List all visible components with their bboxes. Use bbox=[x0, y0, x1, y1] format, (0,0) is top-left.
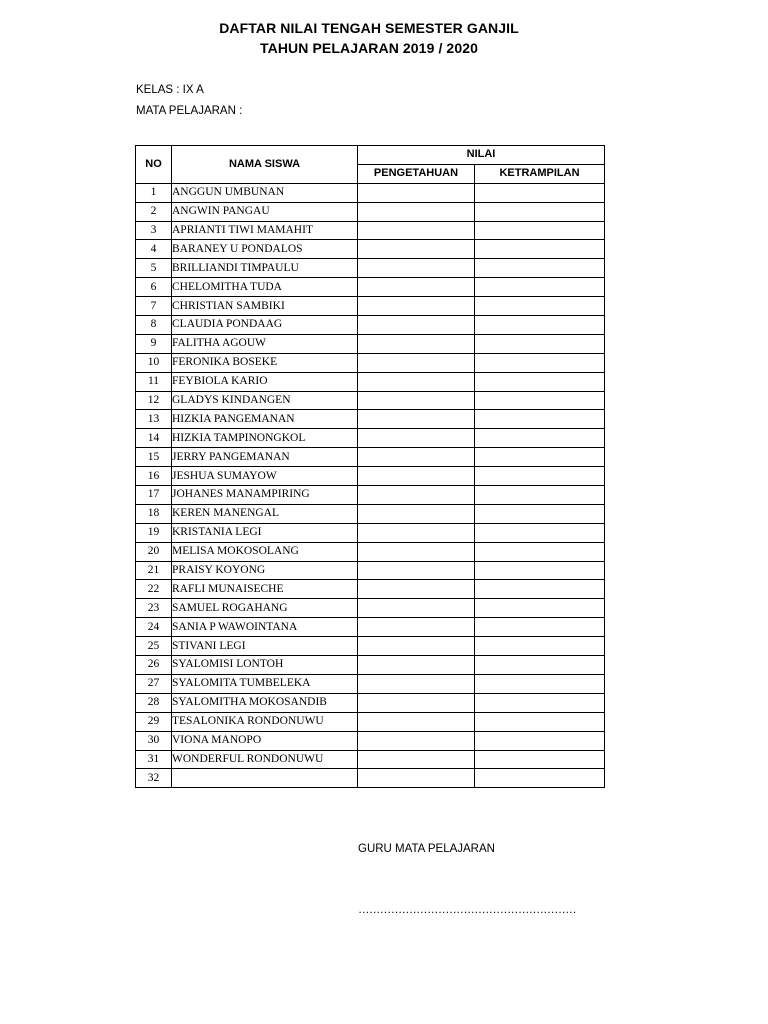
row-number: 7 bbox=[136, 297, 172, 316]
row-number: 13 bbox=[136, 410, 172, 429]
table-row bbox=[136, 221, 605, 240]
ketrampilan-cell[interactable] bbox=[475, 448, 605, 467]
student-name: KEREN MANENGAL bbox=[172, 504, 358, 523]
student-name: JERRY PANGEMANAN bbox=[172, 448, 358, 467]
subject-label: MATA PELAJARAN : bbox=[136, 105, 243, 117]
pengetahuan-cell[interactable] bbox=[358, 259, 475, 278]
table-row bbox=[136, 731, 605, 750]
ketrampilan-cell[interactable] bbox=[475, 183, 605, 202]
pengetahuan-cell[interactable] bbox=[358, 448, 475, 467]
pengetahuan-cell[interactable] bbox=[358, 674, 475, 693]
ketrampilan-cell[interactable] bbox=[475, 656, 605, 675]
row-number: 27 bbox=[136, 674, 172, 693]
header-nilai: NILAI bbox=[358, 146, 605, 165]
row-number: 10 bbox=[136, 353, 172, 372]
table-row bbox=[136, 750, 605, 769]
row-number: 19 bbox=[136, 523, 172, 542]
student-name: WONDERFUL RONDONUWU bbox=[172, 750, 358, 769]
row-number: 2 bbox=[136, 202, 172, 221]
ketrampilan-cell[interactable] bbox=[475, 353, 605, 372]
grades-table bbox=[135, 145, 605, 788]
row-number: 5 bbox=[136, 259, 172, 278]
header-row bbox=[136, 146, 605, 165]
ketrampilan-cell[interactable] bbox=[475, 316, 605, 335]
ketrampilan-cell[interactable] bbox=[475, 391, 605, 410]
row-number: 24 bbox=[136, 618, 172, 637]
pengetahuan-cell[interactable] bbox=[358, 221, 475, 240]
student-name: MELISA MOKOSOLANG bbox=[172, 542, 358, 561]
pengetahuan-cell[interactable] bbox=[358, 618, 475, 637]
row-number: 20 bbox=[136, 542, 172, 561]
table-row bbox=[136, 523, 605, 542]
pengetahuan-cell[interactable] bbox=[358, 410, 475, 429]
student-name: SYALOMITHA MOKOSANDIB bbox=[172, 693, 358, 712]
student-name: GLADYS KINDANGEN bbox=[172, 391, 358, 410]
row-number: 29 bbox=[136, 712, 172, 731]
ketrampilan-cell[interactable] bbox=[475, 750, 605, 769]
row-number: 28 bbox=[136, 693, 172, 712]
ketrampilan-cell[interactable] bbox=[475, 221, 605, 240]
student-name: CHRISTIAN SAMBIKI bbox=[172, 297, 358, 316]
table-row bbox=[136, 637, 605, 656]
ketrampilan-cell[interactable] bbox=[475, 712, 605, 731]
ketrampilan-cell[interactable] bbox=[475, 504, 605, 523]
row-number: 14 bbox=[136, 429, 172, 448]
pengetahuan-cell[interactable] bbox=[358, 637, 475, 656]
pengetahuan-cell[interactable] bbox=[358, 429, 475, 448]
pengetahuan-cell[interactable] bbox=[358, 391, 475, 410]
table-row bbox=[136, 353, 605, 372]
row-number: 6 bbox=[136, 278, 172, 297]
student-name: ANGWIN PANGAU bbox=[172, 202, 358, 221]
table-row bbox=[136, 202, 605, 221]
pengetahuan-cell[interactable] bbox=[358, 656, 475, 675]
student-name: JESHUA SUMAYOW bbox=[172, 467, 358, 486]
row-number: 4 bbox=[136, 240, 172, 259]
ketrampilan-cell[interactable] bbox=[475, 278, 605, 297]
pengetahuan-cell[interactable] bbox=[358, 278, 475, 297]
row-number: 31 bbox=[136, 750, 172, 769]
pengetahuan-cell[interactable] bbox=[358, 316, 475, 335]
pengetahuan-cell[interactable] bbox=[358, 580, 475, 599]
table-row bbox=[136, 410, 605, 429]
student-name: FERONIKA BOSEKE bbox=[172, 353, 358, 372]
ketrampilan-cell[interactable] bbox=[475, 542, 605, 561]
student-name: HIZKIA PANGEMANAN bbox=[172, 410, 358, 429]
student-name: SAMUEL ROGAHANG bbox=[172, 599, 358, 618]
table-row bbox=[136, 693, 605, 712]
student-name: VIONA MANOPO bbox=[172, 731, 358, 750]
table-row bbox=[136, 391, 605, 410]
row-number: 18 bbox=[136, 504, 172, 523]
ketrampilan-cell[interactable] bbox=[475, 618, 605, 637]
table-row bbox=[136, 297, 605, 316]
pengetahuan-cell[interactable] bbox=[358, 561, 475, 580]
row-number: 21 bbox=[136, 561, 172, 580]
table-row bbox=[136, 429, 605, 448]
ketrampilan-cell[interactable] bbox=[475, 240, 605, 259]
row-number: 8 bbox=[136, 316, 172, 335]
pengetahuan-cell[interactable] bbox=[358, 372, 475, 391]
table-row bbox=[136, 334, 605, 353]
student-name: SYALOMISI LONTOH bbox=[172, 656, 358, 675]
table-row bbox=[136, 769, 605, 788]
table-row bbox=[136, 183, 605, 202]
header-no: NO bbox=[136, 146, 172, 184]
student-name: BRILLIANDI TIMPAULU bbox=[172, 259, 358, 278]
table-row bbox=[136, 674, 605, 693]
pengetahuan-cell[interactable] bbox=[358, 750, 475, 769]
ketrampilan-cell[interactable] bbox=[475, 561, 605, 580]
student-name: CHELOMITHA TUDA bbox=[172, 278, 358, 297]
table-row bbox=[136, 542, 605, 561]
pengetahuan-cell[interactable] bbox=[358, 523, 475, 542]
signature-title: GURU MATA PELAJARAN bbox=[358, 843, 495, 855]
row-number: 3 bbox=[136, 221, 172, 240]
student-name: STIVANI LEGI bbox=[172, 637, 358, 656]
row-number: 25 bbox=[136, 637, 172, 656]
table-row bbox=[136, 278, 605, 297]
ketrampilan-cell[interactable] bbox=[475, 259, 605, 278]
ketrampilan-cell[interactable] bbox=[475, 731, 605, 750]
row-number: 23 bbox=[136, 599, 172, 618]
ketrampilan-cell[interactable] bbox=[475, 674, 605, 693]
pengetahuan-cell[interactable] bbox=[358, 183, 475, 202]
pengetahuan-cell[interactable] bbox=[358, 467, 475, 486]
student-name: BARANEY U PONDALOS bbox=[172, 240, 358, 259]
ketrampilan-cell[interactable] bbox=[475, 334, 605, 353]
student-name: TESALONIKA RONDONUWU bbox=[172, 712, 358, 731]
student-name: ANGGUN UMBUNAN bbox=[172, 183, 358, 202]
table-row bbox=[136, 580, 605, 599]
header-ketrampilan: KETRAMPILAN bbox=[475, 164, 605, 183]
student-name: PRAISY KOYONG bbox=[172, 561, 358, 580]
row-number: 16 bbox=[136, 467, 172, 486]
student-name: JOHANES MANAMPIRING bbox=[172, 486, 358, 505]
ketrampilan-cell[interactable] bbox=[475, 523, 605, 542]
row-number: 22 bbox=[136, 580, 172, 599]
pengetahuan-cell[interactable] bbox=[358, 504, 475, 523]
ketrampilan-cell[interactable] bbox=[475, 486, 605, 505]
table-row bbox=[136, 618, 605, 637]
ketrampilan-cell[interactable] bbox=[475, 769, 605, 788]
class-label: KELAS : IX A bbox=[136, 84, 204, 96]
ketrampilan-cell[interactable] bbox=[475, 429, 605, 448]
pengetahuan-cell[interactable] bbox=[358, 731, 475, 750]
row-number: 30 bbox=[136, 731, 172, 750]
pengetahuan-cell[interactable] bbox=[358, 712, 475, 731]
table-row bbox=[136, 467, 605, 486]
pengetahuan-cell[interactable] bbox=[358, 599, 475, 618]
row-number: 26 bbox=[136, 656, 172, 675]
ketrampilan-cell[interactable] bbox=[475, 599, 605, 618]
table-row bbox=[136, 316, 605, 335]
student-name: SYALOMITA TUMBELEKA bbox=[172, 674, 358, 693]
table-row bbox=[136, 486, 605, 505]
student-name: APRIANTI TIWI MAMAHIT bbox=[172, 221, 358, 240]
student-name: FALITHA AGOUW bbox=[172, 334, 358, 353]
pengetahuan-cell[interactable] bbox=[358, 297, 475, 316]
pengetahuan-cell[interactable] bbox=[358, 240, 475, 259]
table-row bbox=[136, 656, 605, 675]
ketrampilan-cell[interactable] bbox=[475, 202, 605, 221]
student-name: KRISTANIA LEGI bbox=[172, 523, 358, 542]
row-number: 11 bbox=[136, 372, 172, 391]
pengetahuan-cell[interactable] bbox=[358, 542, 475, 561]
ketrampilan-cell[interactable] bbox=[475, 372, 605, 391]
row-number: 1 bbox=[136, 183, 172, 202]
pengetahuan-cell[interactable] bbox=[358, 769, 475, 788]
ketrampilan-cell[interactable] bbox=[475, 580, 605, 599]
table-row bbox=[136, 504, 605, 523]
ketrampilan-cell[interactable] bbox=[475, 693, 605, 712]
pengetahuan-cell[interactable] bbox=[358, 202, 475, 221]
ketrampilan-cell[interactable] bbox=[475, 297, 605, 316]
table-row bbox=[136, 448, 605, 467]
document-title: DAFTAR NILAI TENGAH SEMESTER GANJIL bbox=[219, 20, 519, 36]
row-number: 12 bbox=[136, 391, 172, 410]
student-name: SANIA P WAWOINTANA bbox=[172, 618, 358, 637]
header-pengetahuan: PENGETAHUAN bbox=[358, 164, 475, 183]
row-number: 15 bbox=[136, 448, 172, 467]
header-nama-siswa: NAMA SISWA bbox=[172, 146, 358, 184]
pengetahuan-cell[interactable] bbox=[358, 353, 475, 372]
ketrampilan-cell[interactable] bbox=[475, 410, 605, 429]
table-row bbox=[136, 259, 605, 278]
row-number: 32 bbox=[136, 769, 172, 788]
ketrampilan-cell[interactable] bbox=[475, 467, 605, 486]
student-name: RAFLI MUNAISECHE bbox=[172, 580, 358, 599]
ketrampilan-cell[interactable] bbox=[475, 637, 605, 656]
table-row bbox=[136, 240, 605, 259]
pengetahuan-cell[interactable] bbox=[358, 693, 475, 712]
table-row bbox=[136, 712, 605, 731]
student-name bbox=[172, 769, 358, 788]
student-name: HIZKIA TAMPINONGKOL bbox=[172, 429, 358, 448]
signature-line: …………………………………………………… bbox=[358, 904, 577, 916]
student-name: CLAUDIA PONDAAG bbox=[172, 316, 358, 335]
pengetahuan-cell[interactable] bbox=[358, 486, 475, 505]
student-name: FEYBIOLA KARIO bbox=[172, 372, 358, 391]
row-number: 9 bbox=[136, 334, 172, 353]
row-number: 17 bbox=[136, 486, 172, 505]
pengetahuan-cell[interactable] bbox=[358, 334, 475, 353]
table-row bbox=[136, 372, 605, 391]
table-row bbox=[136, 561, 605, 580]
document-subtitle: TAHUN PELAJARAN 2019 / 2020 bbox=[260, 40, 478, 56]
table-row bbox=[136, 599, 605, 618]
